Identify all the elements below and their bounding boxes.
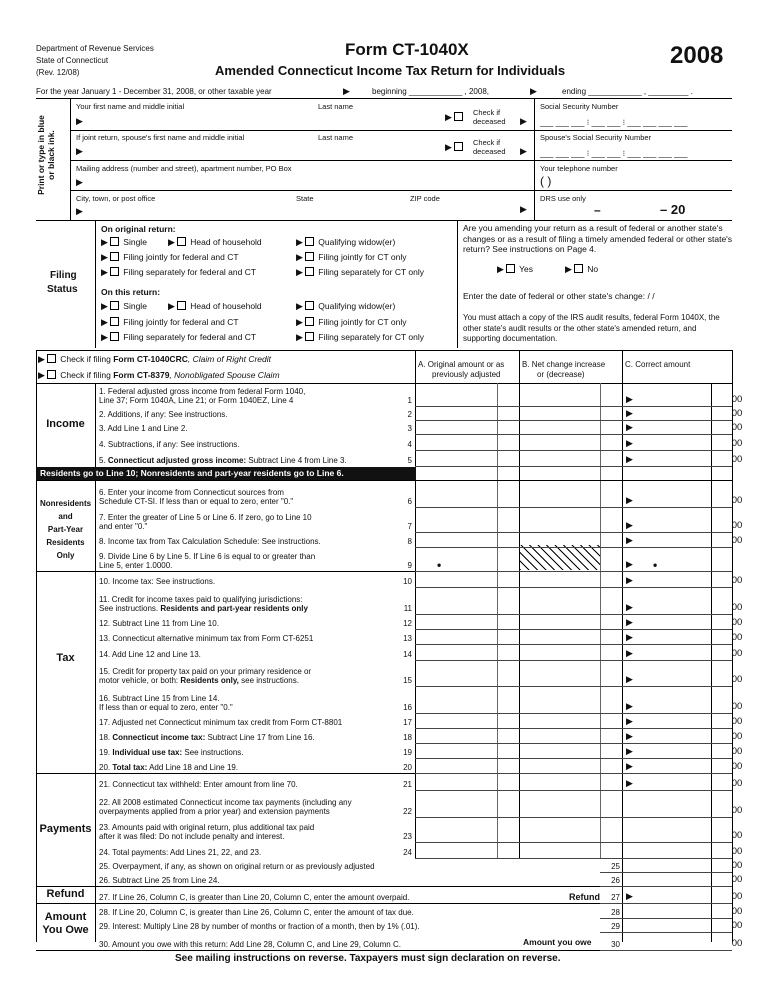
- form-subtitle: Amended Connecticut Income Tax Return for Individuals: [215, 63, 566, 78]
- line-18-amount-field[interactable]: [623, 729, 711, 743]
- line-15-number: 15: [403, 676, 412, 685]
- drs-dash: –: [594, 203, 601, 217]
- line-14-amount-field[interactable]: [623, 645, 711, 660]
- arrow-icon: ▶: [626, 632, 633, 642]
- line-15-cents: 00: [731, 674, 743, 685]
- amend-question: Are you amending your return as a result of federal or another state's changes or as a result of filing a timely amended federal or other state's return? See instructions on Page 4.: [463, 223, 733, 254]
- line-26-amount-field[interactable]: [623, 873, 711, 886]
- line-6-number: 6: [407, 497, 412, 506]
- line-29-text: 29. Interest: Multiply Line 28 by number of months or fraction of a month, then by 1% (.01).: [99, 922, 420, 931]
- nonres-label-0: Nonresidents: [39, 499, 92, 508]
- nonres-section: [36, 497, 95, 562]
- drs-label: DRS use only: [540, 194, 586, 203]
- arrow-icon: ▶: [626, 648, 633, 658]
- decimal-point: •: [437, 558, 442, 572]
- this-qw[interactable]: ▶ Qualifying widow(er): [296, 301, 396, 311]
- this-single[interactable]: ▶ Single: [101, 301, 147, 311]
- this-fs[interactable]: ▶ Filing separately for federal and CT: [101, 332, 257, 342]
- filing-label-2: Status: [47, 284, 78, 295]
- line-8-text: 8. Income tax from Tax Calculation Schedule: See instructions.: [99, 537, 321, 546]
- line-10-number: 10: [403, 577, 412, 586]
- line-10-cents: 00: [731, 575, 743, 586]
- line-17-amount-field[interactable]: [623, 714, 711, 728]
- line-5-number: 5: [407, 456, 412, 465]
- line-8-amount-field[interactable]: [623, 533, 711, 547]
- crc-checkbox[interactable]: ▶ Check if filing Form CT-1040CRC, Claim of Right Credit: [38, 354, 271, 364]
- line-5-amount-field[interactable]: [623, 451, 711, 466]
- last-name-label: Last name: [318, 102, 354, 111]
- line-1-cents: 00: [731, 394, 743, 405]
- line-24-number: 24: [403, 848, 412, 857]
- phone-field[interactable]: ( ): [540, 174, 552, 188]
- line-21-text: 21. Connecticut tax withheld: Enter amount from line 70.: [99, 780, 298, 789]
- arrow-icon: ▶: [626, 891, 633, 901]
- line-18-cents: 00: [731, 731, 743, 742]
- hatched-area: [520, 545, 600, 570]
- deceased-checkbox[interactable]: ▶: [445, 112, 465, 123]
- nonres-label-3: Residents: [46, 538, 85, 547]
- line-25-amount-field[interactable]: [623, 859, 711, 872]
- line-17-text: 17. Adjusted net Connecticut minimum tax credit from Form CT-8801: [99, 718, 343, 727]
- line-1-text: 1. Federal adjusted gross income from federal Form 1040, Line 37; Form 1040A, Line 21; or Form 1040EZ, Line 4: [99, 387, 306, 405]
- arrow-icon: ▶: [530, 86, 537, 96]
- line-25-text: 25. Overpayment, if any, as shown on original return or as previously adjusted: [99, 862, 375, 871]
- this-fjct[interactable]: ▶ Filing jointly for CT only: [296, 317, 407, 327]
- line-20-amount-field[interactable]: [623, 759, 711, 773]
- arrow-icon: ▶: [76, 206, 83, 216]
- line-22-cents: 00: [731, 805, 743, 816]
- amend-no[interactable]: ▶ No: [565, 264, 599, 274]
- line-11-amount-field[interactable]: [623, 588, 711, 614]
- line-2-number: 2: [407, 410, 412, 419]
- line-12-text: 12. Subtract Line 11 from Line 10.: [99, 619, 219, 628]
- line-23-amount-field[interactable]: [623, 818, 711, 842]
- arrow-icon: ▶: [626, 575, 633, 585]
- line-16-amount-field[interactable]: [623, 687, 711, 713]
- line-21-number: 21: [403, 780, 412, 789]
- spouse-last-label: Last name: [318, 133, 354, 142]
- arrow-icon: ▶: [626, 454, 633, 464]
- arrow-icon: ▶: [626, 602, 633, 612]
- orig-fsct[interactable]: ▶ Filing separately for CT only: [296, 267, 424, 277]
- line-17-cents: 00: [731, 716, 743, 727]
- arrow-icon: ▶: [626, 731, 633, 741]
- line-29-number: 29: [611, 922, 620, 931]
- line-21-cents: 00: [731, 778, 743, 789]
- line-7-cents: 00: [731, 520, 743, 531]
- line-10-amount-field[interactable]: [623, 572, 711, 587]
- line-30-amount-field[interactable]: [623, 933, 711, 950]
- amend-yes[interactable]: ▶ Yes: [497, 264, 534, 274]
- tax-year: 2008: [670, 42, 724, 69]
- line-9-text: 9. Divide Line 6 by Line 5. If Line 6 is equal to or greater than Line 5, enter 1.0000.: [99, 552, 316, 570]
- arrow-icon: ▶: [520, 204, 527, 214]
- line-3-amount-field[interactable]: [623, 421, 711, 434]
- arrow-icon: ▶: [626, 408, 633, 418]
- line-13-text: 13. Connecticut alternative minimum tax from Form CT-6251: [99, 634, 314, 643]
- line-9-number: 9: [407, 561, 412, 570]
- line-3-cents: 00: [731, 422, 743, 433]
- line-20-number: 20: [403, 763, 412, 772]
- line-4-cents: 00: [731, 438, 743, 449]
- revision: (Rev. 12/08): [36, 68, 80, 77]
- line-14-text: 14. Add Line 12 and Line 13.: [99, 650, 201, 659]
- line-13-number: 13: [403, 634, 412, 643]
- arrow-icon: ▶: [626, 716, 633, 726]
- col-b-header-2: or (decrease): [537, 370, 585, 379]
- line-12-number: 12: [403, 619, 412, 628]
- line-29-cents: 00: [731, 920, 743, 931]
- arrow-icon: ▶: [626, 674, 633, 684]
- line-28-cents: 00: [731, 906, 743, 917]
- nonres-label-4: Only: [56, 551, 75, 560]
- deceased-label: Check if deceased: [473, 108, 506, 126]
- change-date[interactable]: Enter the date of federal or other state's change: / /: [463, 291, 655, 301]
- spouse-deceased-checkbox[interactable]: ▶: [445, 142, 465, 153]
- arrow-icon: ▶: [626, 495, 633, 505]
- line-23-number: 23: [403, 832, 412, 841]
- line-11-cents: 00: [731, 602, 743, 613]
- original-return-label: On original return:: [101, 224, 176, 234]
- line-24-amount-field[interactable]: [623, 843, 711, 858]
- line-26-cents: 00: [731, 874, 743, 885]
- address-label: Mailing address (number and street), apartment number, PO Box: [76, 164, 292, 173]
- line-4-amount-field[interactable]: [623, 435, 711, 450]
- line-24-text: 24. Total payments: Add Lines 21, 22, and 23.: [99, 848, 262, 857]
- this-hoh[interactable]: ▶ Head of household: [168, 301, 262, 311]
- line-30-text: 30. Amount you owe with this return: Add Line 28, Column C, and Line 29, Column C.: [99, 940, 401, 949]
- line-27-cents: 00: [731, 891, 743, 902]
- spouse-first-label: If joint return, spouse's first name and middle initial: [76, 133, 245, 142]
- line-30-cents: 00: [731, 938, 743, 949]
- line-11-text: 11. Credit for income taxes paid to qualifying jurisdictions: See instructions. Residents and part-year residents only: [99, 595, 308, 613]
- line-27-number: 27: [611, 893, 620, 902]
- arrow-icon: ▶: [626, 422, 633, 432]
- line-27-text: 27. If Line 26, Column C, is greater than Line 20, Column C, enter the amount overpaid.: [99, 893, 410, 902]
- decimal-point: •: [653, 558, 658, 572]
- tax-section: Tax: [56, 652, 75, 664]
- orig-single[interactable]: ▶ Single: [101, 237, 147, 247]
- line-23-text: 23. Amounts paid with original return, plus additional tax paid after it was filed: Do not include penalty and interest.: [99, 823, 315, 841]
- this-return-label: On this return:: [101, 287, 161, 297]
- col-c-header: C. Correct amount: [625, 360, 691, 369]
- arrow-icon: ▶: [76, 146, 83, 156]
- line-23-cents: 00: [731, 830, 743, 841]
- line-18-text: 18. Connecticut income tax: Subtract Line 17 from Line 16.: [99, 733, 315, 742]
- drs-year: – 20: [660, 202, 686, 217]
- line-6-amount-field[interactable]: [623, 481, 711, 507]
- residents-instruction-bar: Residents go to Line 10; Nonresidents and part-year residents go to Line 6.: [36, 467, 416, 480]
- footer-note: See mailing instructions on reverse. Taxpayers must sign declaration on reverse.: [175, 953, 561, 964]
- filing-label-1: Filing: [50, 270, 77, 281]
- line-6-cents: 00: [731, 495, 743, 506]
- amount-owe-label: Amount you owe: [523, 937, 592, 947]
- line-16-cents: 00: [731, 701, 743, 712]
- arrow-icon: ▶: [626, 438, 633, 448]
- orig-qw[interactable]: ▶ Qualifying widow(er): [296, 237, 396, 247]
- arrow-icon: ▶: [626, 520, 633, 530]
- line-15-text: 15. Credit for property tax paid on your primary residence or motor vehicle, or both: Residents only, see instructions.: [99, 667, 312, 685]
- nonres-label-2: Part-Year: [47, 525, 84, 534]
- nonres-label-1: and: [58, 512, 73, 521]
- spouse-deceased-label: Check if deceased: [473, 138, 506, 156]
- spouse-ssn-label: Spouse's Social Security Number: [540, 133, 652, 142]
- orig-hoh[interactable]: ▶ Head of household: [168, 237, 262, 247]
- beginning-field[interactable]: beginning ____________ , 2008,: [372, 87, 489, 96]
- owe-section-1: Amount: [44, 911, 87, 923]
- dept-name: Department of Revenue Services: [36, 44, 154, 53]
- line-20-text: 20. Total tax: Add Line 18 and Line 19.: [99, 763, 239, 772]
- line-8-cents: 00: [731, 535, 743, 546]
- col-a-header: A. Original amount or as: [418, 360, 505, 369]
- line-5-text: 5. Connecticut adjusted gross income: Subtract Line 4 from Line 3.: [99, 456, 347, 465]
- this-fj[interactable]: ▶ Filing jointly for federal and CT: [101, 317, 239, 327]
- line-3-number: 3: [407, 424, 412, 433]
- this-fsct[interactable]: ▶ Filing separately for CT only: [296, 332, 424, 342]
- ssn-label: Social Security Number: [540, 102, 619, 111]
- line-14-number: 14: [403, 650, 412, 659]
- ending-field[interactable]: ending ____________ , _________ .: [562, 87, 693, 96]
- line-12-amount-field[interactable]: [623, 615, 711, 629]
- first-name-label: Your first name and middle initial: [76, 102, 185, 111]
- arrow-icon: ▶: [626, 535, 633, 545]
- line-22-amount-field[interactable]: [623, 791, 711, 817]
- refund-section: Refund: [46, 888, 85, 900]
- line-2-text: 2. Additions, if any: See instructions.: [99, 410, 228, 419]
- refund-label: Refund: [569, 892, 600, 902]
- phone-label: Your telephone number: [540, 164, 618, 173]
- ink-instruction: Print or type in blue or black ink.: [36, 115, 56, 195]
- arrow-icon: ▶: [76, 177, 83, 187]
- orig-fs[interactable]: ▶ Filing separately for federal and CT: [101, 267, 257, 277]
- line-25-cents: 00: [731, 860, 743, 871]
- col-b-header: B. Net change increase: [522, 360, 606, 369]
- line-28-text: 28. If Line 20, Column C, is greater than Line 26, Column C, enter the amount of tax due.: [99, 908, 414, 917]
- line-22-text: 22. All 2008 estimated Connecticut income tax payments (including any overpayments applied from a prior year) and extension payments: [99, 798, 352, 816]
- line-16-text: 16. Subtract Line 15 from Line 14. If less than or equal to zero, enter "0.": [99, 694, 233, 712]
- line-24-cents: 00: [731, 846, 743, 857]
- line-19-number: 19: [403, 748, 412, 757]
- spouse-ssn-field[interactable]: ___ ___ ___ ⁝ ___ ___ ⁝ ___ ___ ___ ___: [540, 149, 688, 158]
- arrow-icon: ▶: [520, 116, 527, 126]
- arrow-icon: ▶: [626, 559, 633, 569]
- city-label: City, town, or post office: [76, 194, 156, 203]
- line-30-number: 30: [611, 940, 620, 949]
- line-2-cents: 00: [731, 408, 743, 419]
- line-26-text: 26. Subtract Line 25 from Line 24.: [99, 876, 220, 885]
- owe-section-2: You Owe: [42, 924, 89, 936]
- arrow-icon: ▶: [626, 394, 633, 404]
- line-2-amount-field[interactable]: [623, 407, 711, 420]
- orig-fjct[interactable]: ▶ Filing jointly for CT only: [296, 252, 407, 262]
- nonobligated-checkbox[interactable]: ▶ Check if filing Form CT-8379, Nonobligated Spouse Claim: [38, 370, 280, 380]
- line-12-cents: 00: [731, 617, 743, 628]
- arrow-icon: ▶: [626, 746, 633, 756]
- line-4-text: 4. Subtractions, if any: See instructions.: [99, 440, 240, 449]
- arrow-icon: ▶: [626, 701, 633, 711]
- line-11-number: 11: [403, 604, 412, 613]
- arrow-icon: ▶: [626, 778, 633, 788]
- arrow-icon: ▶: [626, 617, 633, 627]
- attach-note: You must attach a copy of the IRS audit results, federal Form 1040X, the other state's audit results or the other state's amended return, and supporting documentation.: [463, 313, 720, 343]
- state-name: State of Connecticut: [36, 56, 109, 65]
- line-8-number: 8: [407, 537, 412, 546]
- orig-fj[interactable]: ▶ Filing jointly for federal and CT: [101, 252, 239, 262]
- col-a-header-2: previously adjusted: [432, 370, 501, 379]
- line-7-amount-field[interactable]: [623, 508, 711, 532]
- line-18-number: 18: [403, 733, 412, 742]
- line-9-amount-field[interactable]: [623, 548, 711, 571]
- arrow-icon: ▶: [626, 761, 633, 771]
- line-7-text: 7. Enter the greater of Line 5 or Line 6. If zero, go to Line 10 and enter "0.": [99, 513, 312, 531]
- payments-section: Payments: [39, 823, 92, 835]
- arrow-icon: ▶: [520, 146, 527, 156]
- line-19-amount-field[interactable]: [623, 744, 711, 758]
- line-28-number: 28: [611, 908, 620, 917]
- zip-label: ZIP code: [410, 194, 440, 203]
- line-15-amount-field[interactable]: [623, 661, 711, 686]
- form-title: Form CT-1040X: [345, 40, 469, 59]
- line-1-amount-field[interactable]: [623, 384, 711, 406]
- line-19-cents: 00: [731, 746, 743, 757]
- line-10-text: 10. Income tax: See instructions.: [99, 577, 216, 586]
- line-5-cents: 00: [731, 454, 743, 465]
- income-section: Income: [46, 418, 85, 430]
- arrow-icon: ▶: [76, 116, 83, 126]
- line-7-number: 7: [407, 522, 412, 531]
- line-13-cents: 00: [731, 632, 743, 643]
- line-20-cents: 00: [731, 761, 743, 772]
- line-16-number: 16: [403, 703, 412, 712]
- line-22-number: 22: [403, 807, 412, 816]
- line-3-text: 3. Add Line 1 and Line 2.: [99, 424, 188, 433]
- period-label: For the year January 1 - December 31, 2008, or other taxable year: [36, 87, 272, 96]
- line-29-amount-field[interactable]: [623, 919, 711, 932]
- line-1-number: 1: [407, 396, 412, 405]
- line-4-number: 4: [407, 440, 412, 449]
- ssn-field[interactable]: ___ ___ ___ ⁝ ___ ___ ⁝ ___ ___ ___ ___: [540, 118, 688, 127]
- line-14-cents: 00: [731, 648, 743, 659]
- line-6-text: 6. Enter your income from Connecticut sources from Schedule CT-SI. If less than or equal to zero, enter "0.": [99, 488, 294, 506]
- line-27-amount-field[interactable]: [623, 887, 711, 903]
- arrow-icon: ▶: [343, 86, 350, 96]
- line-25-number: 25: [611, 862, 620, 871]
- line-19-text: 19. Individual use tax: See instructions.: [99, 748, 244, 757]
- line-13-amount-field[interactable]: [623, 630, 711, 644]
- line-17-number: 17: [403, 718, 412, 727]
- line-21-amount-field[interactable]: [623, 774, 711, 790]
- line-28-amount-field[interactable]: [623, 904, 711, 918]
- line-26-number: 26: [611, 876, 620, 885]
- state-label: State: [296, 194, 314, 203]
